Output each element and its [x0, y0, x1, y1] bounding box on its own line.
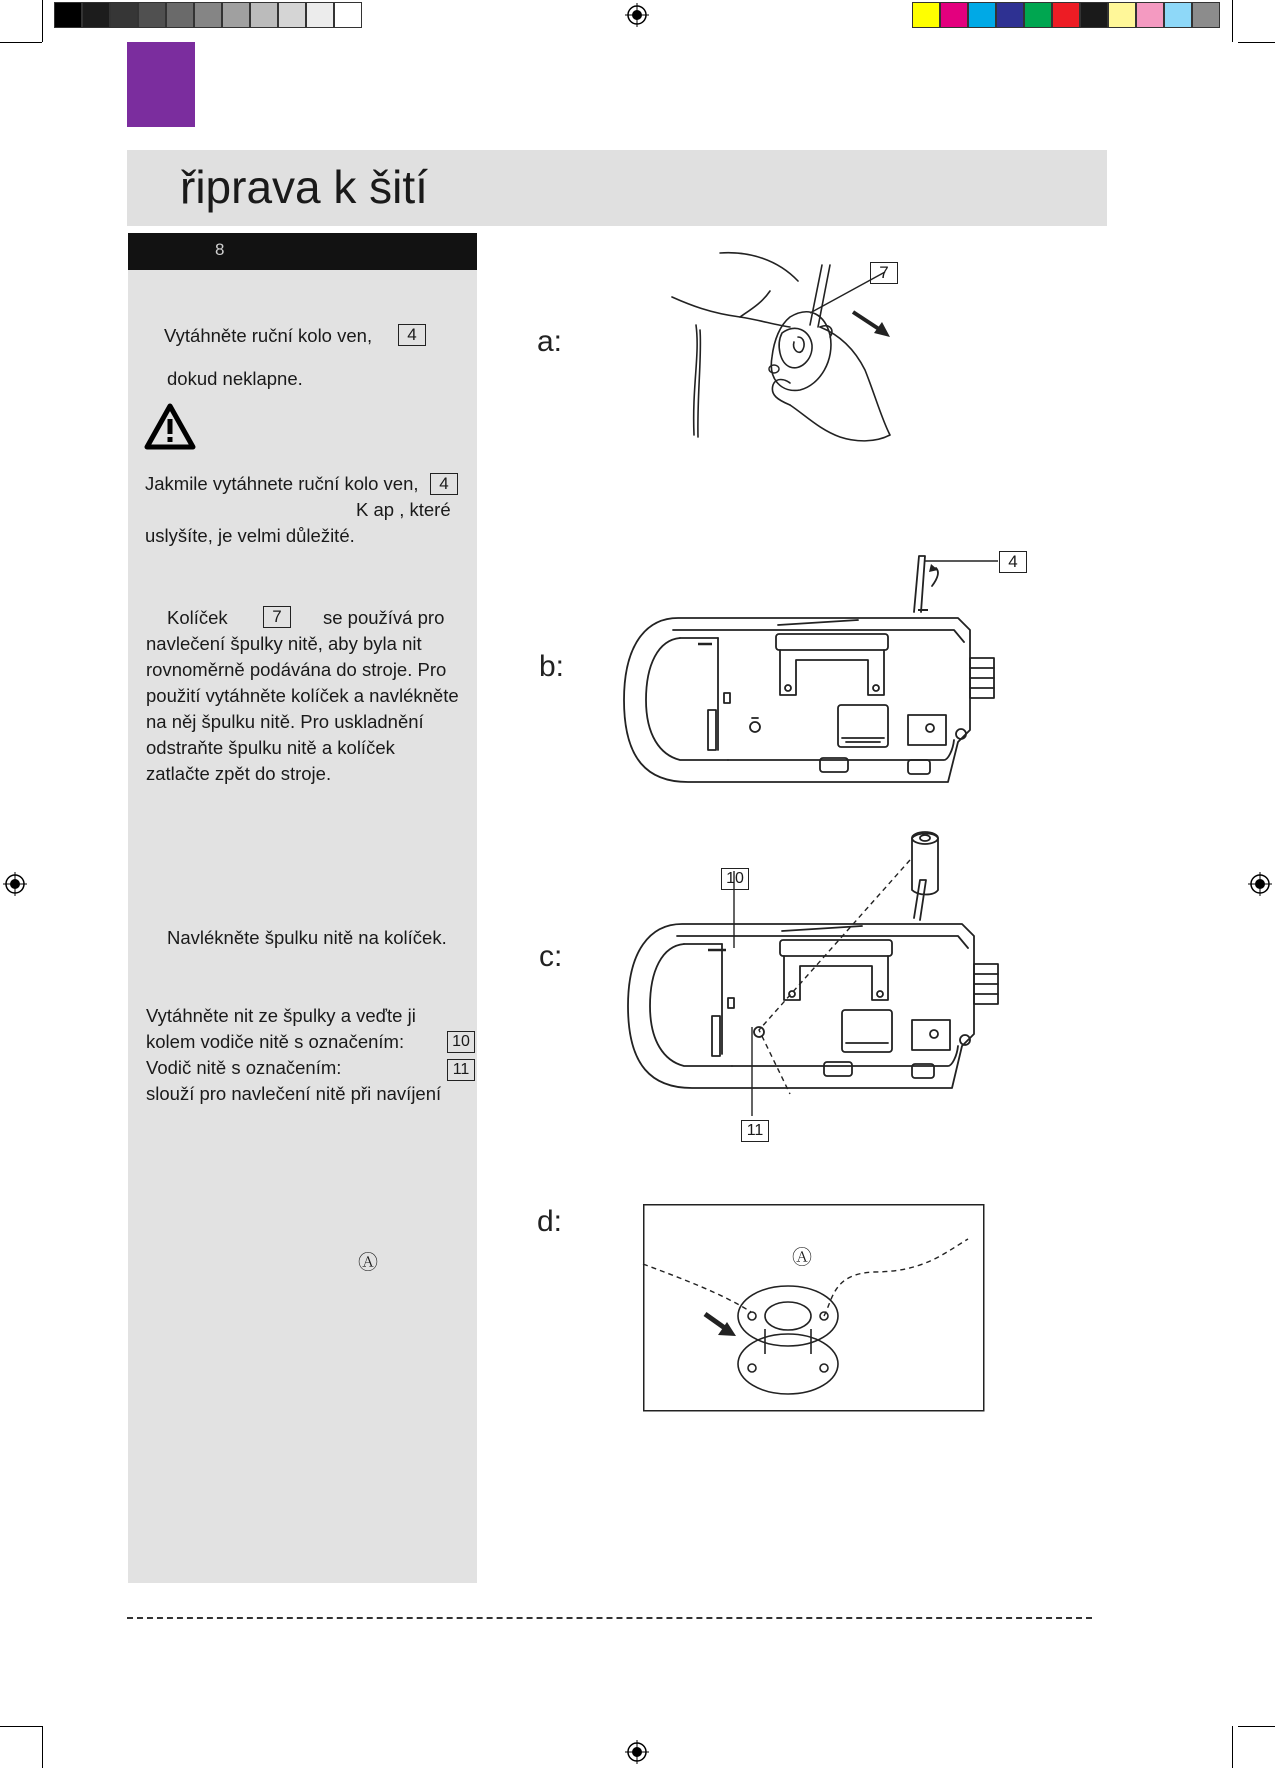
spindle-text-line: odstraňte špulku nitě a kolíček	[146, 737, 395, 758]
color-swatch	[82, 2, 110, 28]
color-swatch	[166, 2, 194, 28]
color-swatch	[194, 2, 222, 28]
step1-text-cont: dokud neklapne.	[167, 368, 303, 389]
registration-mark-icon	[1248, 872, 1272, 896]
color-swatch	[940, 2, 968, 28]
guide-text: slouží pro navlečení nitě při navíjení	[146, 1083, 442, 1104]
spindle-text-line: na něj špulku nitě. Pro uskladnění	[146, 711, 424, 732]
color-swatch	[222, 2, 250, 28]
ref-box: 4	[430, 473, 458, 495]
color-swatch	[138, 2, 166, 28]
color-swatch	[1080, 2, 1108, 28]
crop-mark	[42, 1726, 43, 1768]
figure-d-marker: Ⓐ	[792, 1247, 812, 1269]
color-swatch	[912, 2, 940, 28]
ref-box: 4	[398, 324, 426, 346]
crop-mark	[1232, 0, 1233, 42]
spool-step-text: Navlékněte špulku nitě na kolíček.	[167, 927, 447, 948]
color-swatch	[306, 2, 334, 28]
crop-mark	[0, 1726, 42, 1727]
callout-4: 4	[999, 551, 1027, 573]
crop-mark	[0, 42, 42, 43]
color-swatch	[110, 2, 138, 28]
crop-mark	[42, 0, 43, 42]
guide-text: Vytáhněte nit ze špulky a veďte ji	[146, 1005, 416, 1026]
color-swatch	[334, 2, 362, 28]
spindle-text-line: navlečení špulky nitě, aby byla nit	[146, 633, 422, 654]
footer-dashed-rule	[127, 1617, 1092, 1619]
registration-mark-icon	[625, 3, 649, 27]
figure-d-spool-illustration	[643, 1204, 985, 1412]
color-swatch	[1164, 2, 1192, 28]
warning-text: Jakmile vytáhnete ruční kolo ven,	[145, 473, 419, 494]
warning-triangle-icon	[144, 403, 196, 450]
warning-text-cont: uslyšíte, je velmi důležité.	[145, 525, 355, 546]
figure-label-b: b:	[539, 650, 565, 683]
figure-a-hand-illustration	[670, 245, 900, 445]
color-swatch	[1052, 2, 1080, 28]
figure-label-d: d:	[537, 1205, 563, 1238]
registration-mark-icon	[625, 1740, 649, 1764]
sidebar-header	[128, 233, 477, 270]
callout-7: 7	[870, 262, 898, 284]
spindle-text-line: rovnoměrně podávána do stroje. Pro	[146, 659, 447, 680]
color-swatch	[54, 2, 82, 28]
figure-c-machine-illustration	[622, 830, 1022, 1100]
registration-mark-icon	[3, 872, 27, 896]
crop-mark	[1238, 42, 1275, 43]
color-swatch	[1192, 2, 1220, 28]
callout-11: 11	[741, 1120, 769, 1142]
marker-a: Ⓐ	[358, 1252, 378, 1274]
spindle-word: Kolíček	[167, 607, 228, 628]
figure-b-machine-illustration	[618, 550, 1018, 790]
color-swatch	[1136, 2, 1164, 28]
guide-text: kolem vodiče nitě s označením:	[146, 1031, 405, 1052]
crop-mark	[1232, 1726, 1233, 1768]
figure-label-a: a:	[537, 325, 563, 358]
guide-text: Vodič nitě s označením:	[146, 1057, 342, 1078]
color-swatch	[1024, 2, 1052, 28]
spindle-text: se používá pro	[323, 607, 445, 628]
color-swatch	[996, 2, 1024, 28]
warning-text-cont: K ap , které	[356, 499, 451, 520]
ref-box: 11	[447, 1059, 475, 1081]
color-swatch	[278, 2, 306, 28]
chapter-tab	[127, 42, 195, 127]
step1-text: Vytáhněte ruční kolo ven,	[164, 325, 373, 346]
spindle-text-line: použití vytáhněte kolíček a navlékněte	[146, 685, 459, 706]
spindle-text-line: zatlačte zpět do stroje.	[146, 763, 332, 784]
figure-label-c: c:	[539, 940, 563, 973]
ref-box: 10	[447, 1031, 475, 1053]
section-number: 8	[215, 240, 225, 259]
callout-10: 10	[721, 868, 749, 890]
crop-mark	[1238, 1726, 1275, 1727]
page-title: řiprava k šití	[180, 161, 428, 213]
color-swatch	[250, 2, 278, 28]
color-swatch	[1108, 2, 1136, 28]
color-swatch	[968, 2, 996, 28]
ref-box: 7	[263, 606, 291, 628]
